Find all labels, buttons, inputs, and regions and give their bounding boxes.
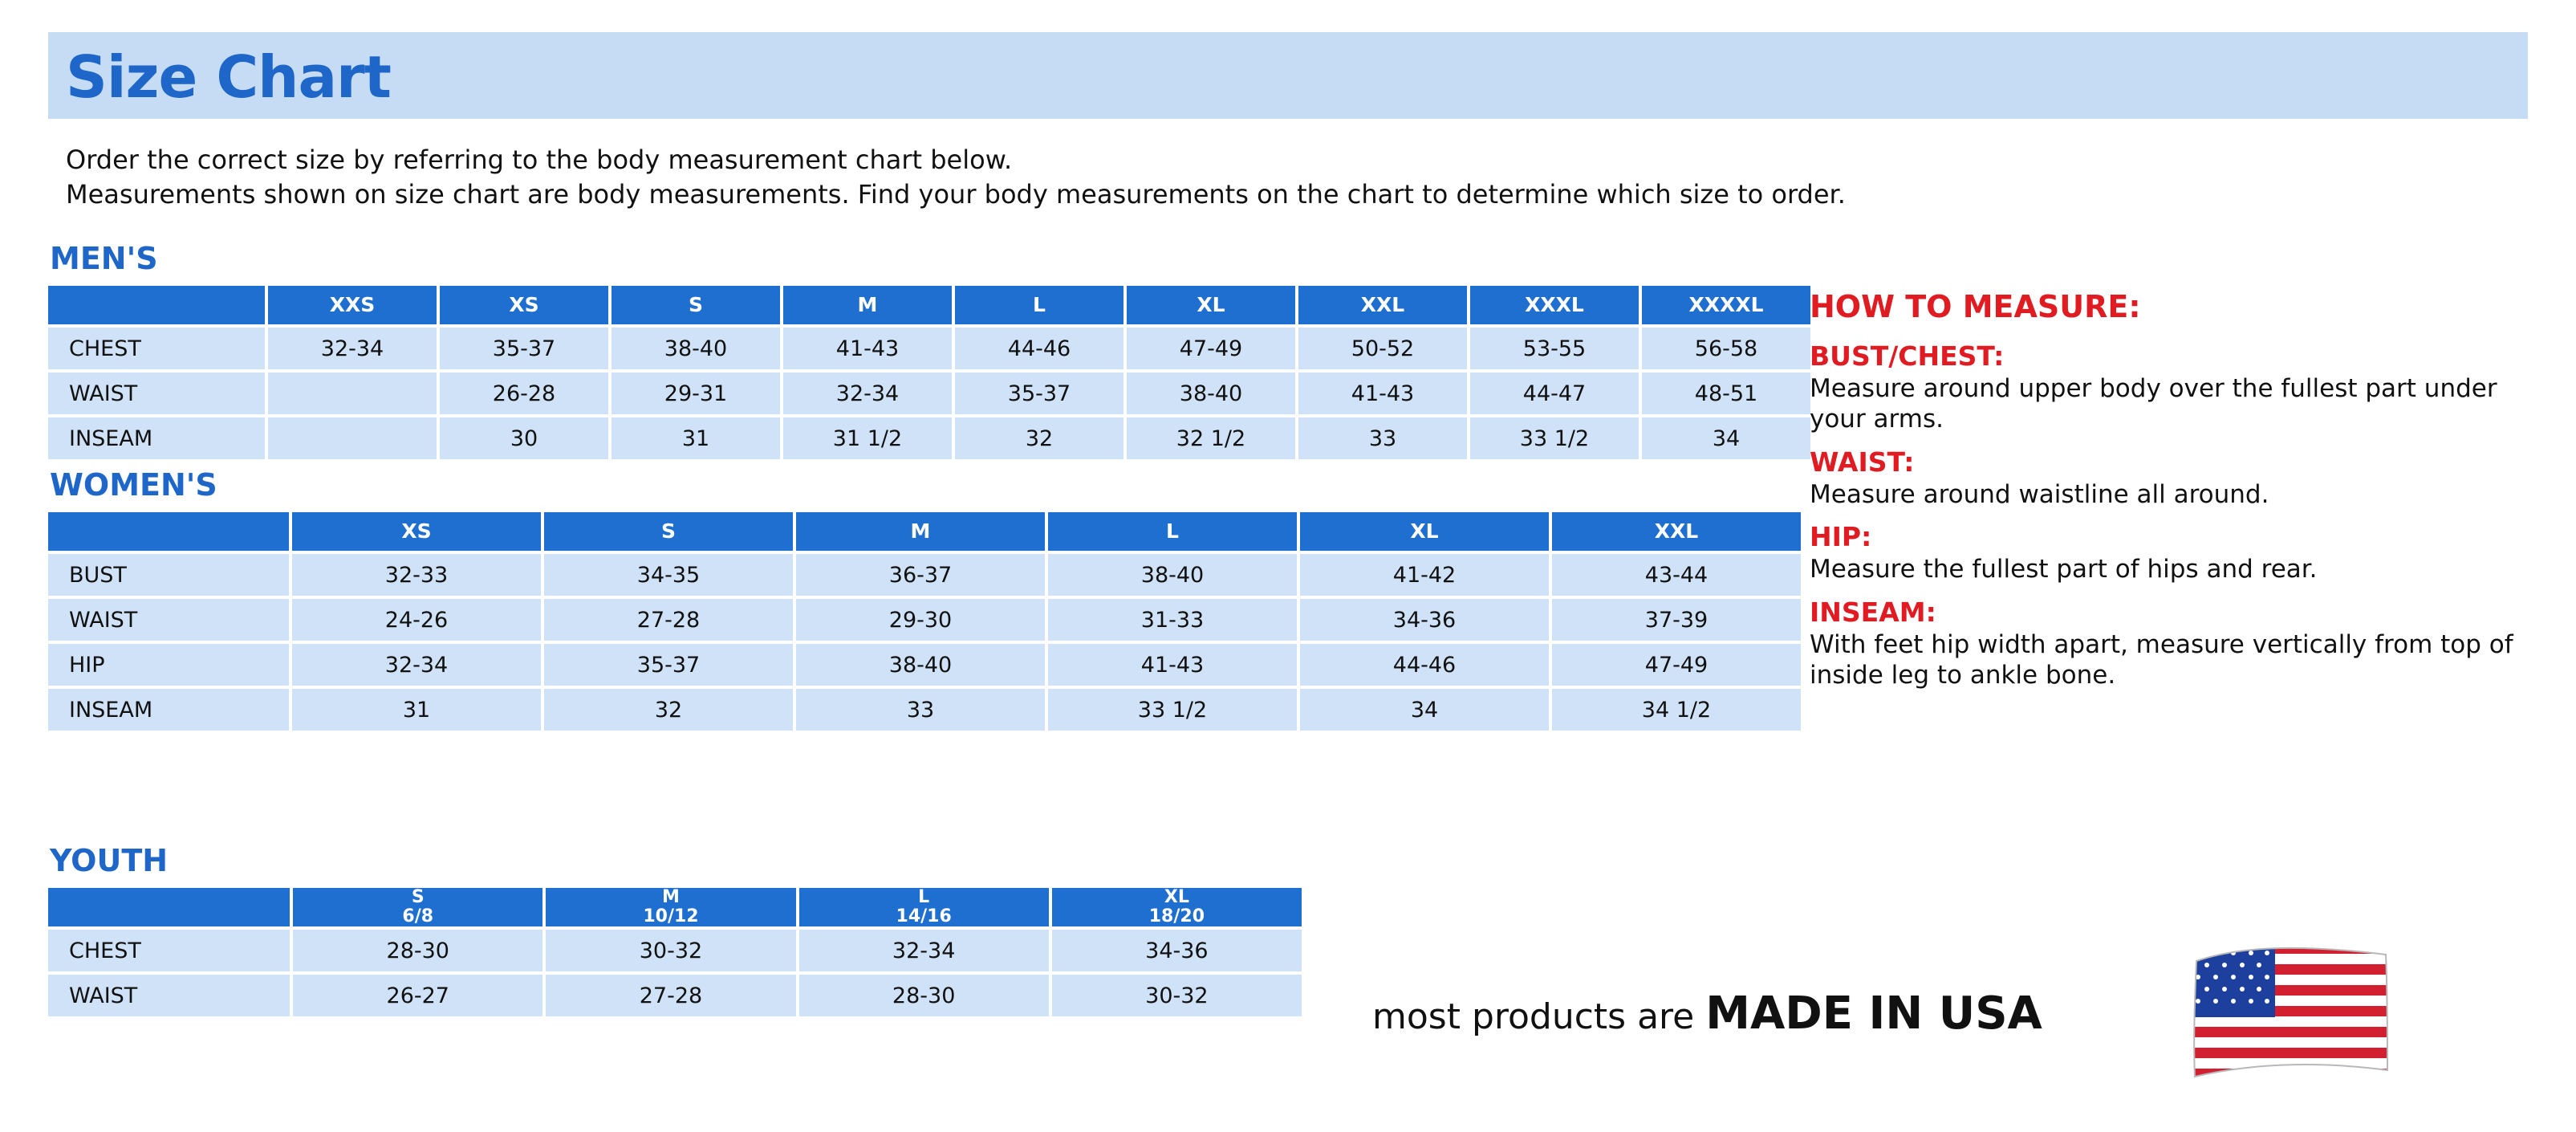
mens-cell: 32 1/2 [1127,417,1295,459]
mens-cell: 31 [611,417,780,459]
womens-cell: 32-33 [292,554,541,596]
womens-row-label: BUST [48,554,289,596]
womens-col-header: L [1048,512,1297,551]
womens-cell: 41-42 [1300,554,1549,596]
mens-cell: 56-58 [1642,328,1810,369]
page-title: Size Chart [66,43,391,111]
womens-cell: 27-28 [544,599,793,641]
womens-cell: 43-44 [1552,554,1801,596]
womens-cell: 37-39 [1552,599,1801,641]
mens-cell: 33 1/2 [1470,417,1639,459]
mens-cell [268,417,437,459]
womens-cell: 36-37 [796,554,1045,596]
mens-cell: 35-37 [955,373,1123,414]
mens-col-header: M [783,286,952,324]
table-header-row [48,888,1302,926]
womens-cell: 44-46 [1300,644,1549,686]
measure-description: Measure around upper body over the fullest part under your arms. [1810,374,2497,434]
mens-cell: 38-40 [611,328,780,369]
mens-col-header: XL [1127,286,1295,324]
how-to-measure-panel [1810,289,2556,696]
youth-cell: 28-30 [293,930,542,971]
youth-corner-cell [48,888,290,926]
mens-cell: 34 [1642,417,1810,459]
womens-cell: 34-35 [544,554,793,596]
womens-cell: 24-26 [292,599,541,641]
mens-cell: 41-43 [1298,373,1467,414]
mens-cell: 35-37 [440,328,608,369]
mens-cell: 33 [1298,417,1467,459]
measure-term: WAIST: [1810,446,1915,478]
measure-description: With feet hip width apart, measure vertically from top of inside leg to ankle bone. [1810,629,2513,690]
title-band [48,32,2528,119]
table-row [48,975,1302,1016]
mens-cell: 32-34 [783,373,952,414]
table-row [48,554,1801,596]
table-row [48,930,1302,971]
mens-cell: 38-40 [1127,373,1295,414]
table-row [48,373,1810,414]
womens-cell: 29-30 [796,599,1045,641]
mens-cell: 50-52 [1298,328,1467,369]
mens-row-label: CHEST [48,328,265,369]
mens-corner-cell [48,286,265,324]
table-header-row [48,286,1810,324]
womens-cell: 38-40 [1048,554,1297,596]
womens-col-header: M [796,512,1045,551]
youth-cell: 27-28 [546,975,795,1016]
table-row [48,328,1810,369]
mens-cell: 44-47 [1470,373,1639,414]
womens-col-header: XL [1300,512,1549,551]
mens-col-header: XXXXL [1642,286,1810,324]
youth-col-header: L 14/16 [799,888,1049,926]
intro-text [66,143,2521,212]
mens-col-header: XXS [268,286,437,324]
measure-description: Measure the fullest part of hips and rear. [1810,555,2318,584]
mens-col-header: S [611,286,780,324]
measure-term: BUST/CHEST: [1810,340,2005,372]
youth-col-header: S 6/8 [293,888,542,926]
womens-col-header: S [544,512,793,551]
womens-size-table [45,509,1804,734]
womens-cell: 35-37 [544,644,793,686]
womens-corner-cell [48,512,289,551]
womens-cell: 32 [544,689,793,731]
measure-description: Measure around waistline all around. [1810,479,2269,509]
womens-cell: 41-43 [1048,644,1297,686]
table-row [48,417,1810,459]
mens-cell: 48-51 [1642,373,1810,414]
usa-flag-icon [2187,943,2395,1084]
womens-cell: 31-33 [1048,599,1297,641]
mens-col-header: XS [440,286,608,324]
youth-col-header: XL 18/20 [1052,888,1302,926]
mens-cell: 44-46 [955,328,1123,369]
womens-row-label: INSEAM [48,689,289,731]
mens-cell: 26-28 [440,373,608,414]
mens-cell: 32-34 [268,328,437,369]
how-to-measure-title: HOW TO MEASURE: [1810,289,2141,324]
mens-row-label: INSEAM [48,417,265,459]
intro-line-1: Order the correct size by referring to the body measurement chart below. [66,145,1013,175]
mens-cell: 53-55 [1470,328,1639,369]
table-row [48,689,1801,731]
youth-cell: 34-36 [1052,930,1302,971]
mens-cell: 30 [440,417,608,459]
table-row [48,644,1801,686]
womens-cell: 31 [292,689,541,731]
mens-cell: 29-31 [611,373,780,414]
womens-heading: WOMEN'S [50,467,217,503]
womens-row-label: WAIST [48,599,289,641]
mens-col-header: XXL [1298,286,1467,324]
mens-cell [268,373,437,414]
womens-row-label: HIP [48,644,289,686]
womens-col-header: XXL [1552,512,1801,551]
table-header-row [48,512,1801,551]
womens-cell: 47-49 [1552,644,1801,686]
womens-cell: 33 [796,689,1045,731]
youth-cell: 26-27 [293,975,542,1016]
mens-row-label: WAIST [48,373,265,414]
youth-size-table [45,885,1305,1020]
made-in-usa-text [1372,987,2175,1040]
made-in-usa-prefix: most products are [1372,996,1706,1037]
table-row [48,599,1801,641]
mens-col-header: L [955,286,1123,324]
youth-cell: 30-32 [1052,975,1302,1016]
mens-col-header: XXXL [1470,286,1639,324]
intro-line-2: Measurements shown on size chart are body measurements. Find your body measurements on the chart to determine which size to order. [66,179,1846,210]
mens-cell: 47-49 [1127,328,1295,369]
measure-term: INSEAM: [1810,596,1936,628]
mens-heading: MEN'S [50,241,158,276]
womens-cell: 32-34 [292,644,541,686]
youth-cell: 32-34 [799,930,1049,971]
made-in-usa-emphasis: MADE IN USA [1705,987,2042,1040]
youth-col-header: M 10/12 [546,888,795,926]
mens-size-table [45,283,1814,462]
womens-col-header: XS [292,512,541,551]
youth-cell: 28-30 [799,975,1049,1016]
womens-cell: 38-40 [796,644,1045,686]
youth-row-label: WAIST [48,975,290,1016]
mens-cell: 32 [955,417,1123,459]
womens-cell: 34 1/2 [1552,689,1801,731]
youth-row-label: CHEST [48,930,290,971]
womens-cell: 34-36 [1300,599,1549,641]
mens-cell: 31 1/2 [783,417,952,459]
youth-cell: 30-32 [546,930,795,971]
youth-heading: YOUTH [50,843,169,878]
womens-cell: 33 1/2 [1048,689,1297,731]
womens-cell: 34 [1300,689,1549,731]
measure-term: HIP: [1810,521,1872,553]
mens-cell: 41-43 [783,328,952,369]
